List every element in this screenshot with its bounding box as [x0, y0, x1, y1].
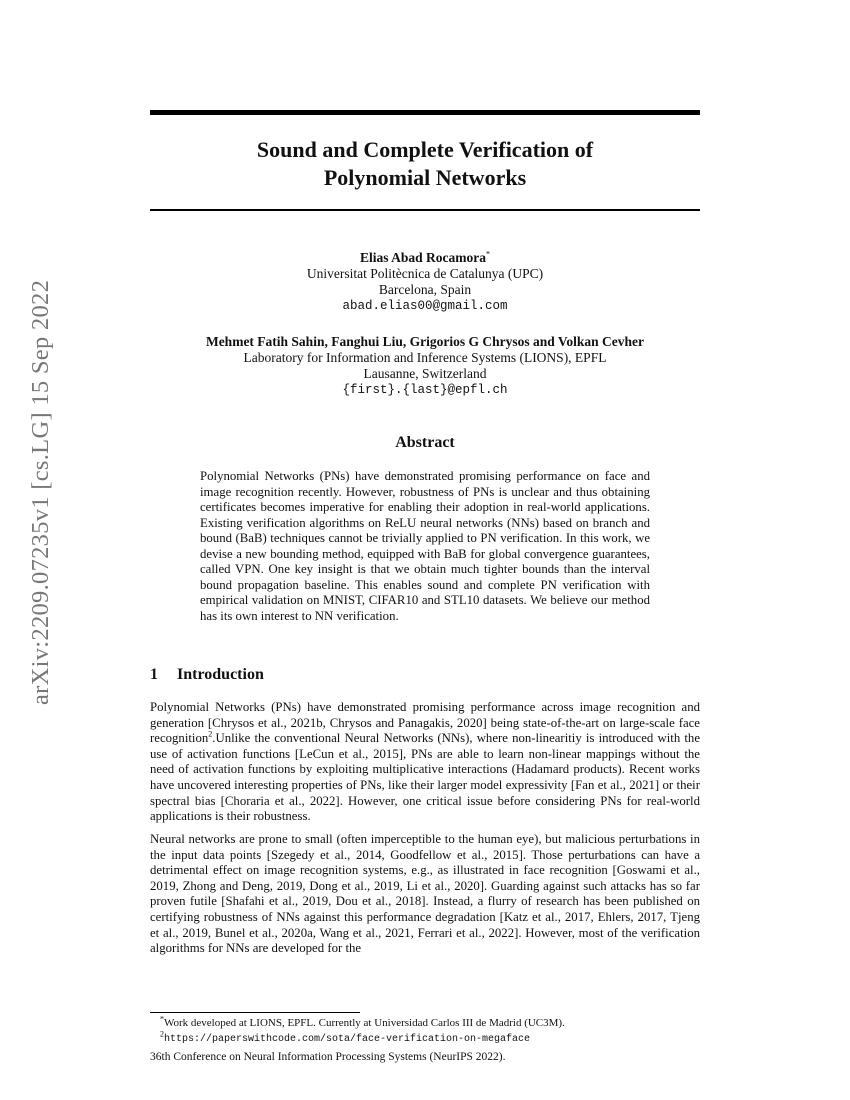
- footnote-link[interactable]: https://paperswithcode.com/sota/face-verification-on-megaface: [164, 1034, 531, 1045]
- intro-paragraph-2: Neural networks are prone to small (often imperceptible to the human eye), but malicious perturbations in the input data points [Szegedy et al., 2014, Goodfellow et al., 2015]. Those perturbations can have a detrimental effect on image recognition systems, e.g., as illustrated in face recognition [Goswami et al., 2019, Zhong and Deng, 2019, Dong et al., 2019, Li et al., 2020]. Guarding against such attacks has so far proven futile [Shafahi et al., 2019, Dou et al., 2018]. Instead, a flurry of research has been published on certifying robustness of NNs against this performance degradation [Katz et al., 2017, Ehlers, 2017, Tjeng et al., 2019, Bunel et al., 2020a, Wang et al., 2021, Ferrari et al., 2022]. However, most of the verification algorithms for NNs are developed for the: [150, 832, 700, 956]
- abstract-text: Polynomial Networks (PNs) have demonstrated promising performance on face and image recognition recently. However, robustness of PNs is unclear and thus obtaining certificates becomes imperative for enabling their adoption in real-world applications. Existing verification algorithms on ReLU neural networks (NNs) based on branch and bound (BaB) techniques cannot be trivially applied to PN verification. In this work, we devise a new bounding method, equipped with BaB for global convergence guarantees, called VPN. One key insight is that we obtain much tighter bounds than the interval bound propagation baseline. This enables sound and complete PN verification with empirical validation on MNIST, CIFAR10 and STL10 datasets. We believe our method has its own interest to NN verification.: [200, 469, 650, 623]
- title-line-2: Polynomial Networks: [323, 165, 527, 190]
- author-location: Lausanne, Switzerland: [363, 366, 487, 381]
- paper-title: [150, 136, 700, 192]
- author-affiliation: Universitat Politècnica de Catalunya (UPC): [306, 266, 544, 281]
- author-email: abad.elias00@gmail.com: [342, 299, 508, 313]
- footnote-marker: 2: [160, 1029, 164, 1039]
- title-top-rule: [150, 110, 700, 115]
- title-line-1: Sound and Complete Verification of: [256, 137, 594, 162]
- intro-paragraph-1: [150, 700, 700, 825]
- author-names: Mehmet Fatih Sahin, Fanghui Liu, Grigorios G Chrysos and Volkan Cevher: [205, 334, 645, 349]
- paragraph-text: Polynomial Networks (PNs) have demonstrated promising performance across image recognition and generation [Chrysos et al., 2021b, Chrysos and Panagakis, 2020] being state-of-the-art on large-scale face recognition: [150, 700, 700, 746]
- conference-footer: 36th Conference on Neural Information Processing Systems (NeurIPS 2022).: [150, 1051, 506, 1063]
- author-block-1: [150, 250, 700, 314]
- author-email: {first}.{last}@epfl.ch: [342, 383, 508, 397]
- footnote-marker: *: [160, 1014, 164, 1024]
- footnote-ref: 2: [208, 729, 213, 739]
- section-title: Introduction: [177, 666, 264, 683]
- author-name: Elias Abad Rocamora: [359, 250, 486, 265]
- footnote-text: Work developed at LIONS, EPFL. Currently at Universidad Carlos III de Madrid (UC3M).: [164, 1017, 565, 1029]
- arxiv-stamp: arXiv:2209.07235v1 [cs.LG] 15 Sep 2022: [27, 279, 54, 705]
- footnotes: [160, 1016, 700, 1047]
- section-number: 1: [150, 666, 158, 683]
- author-block-2: [150, 334, 700, 398]
- author-location: Barcelona, Spain: [378, 282, 472, 297]
- footnote-rule: [150, 1012, 360, 1013]
- author-footnote-marker: *: [486, 249, 490, 259]
- paragraph-text: .Unlike the conventional Neural Networks (NNs), where non-linearitiy is introduced with the use of activation functions [LeCun et al., 2015], PNs are able to learn non-linear mappings without the need of activation functions by exploiting multiplicative interactions (Hadamard products). Recent works have uncovered interesting properties of PNs, like their larger model expressivity [Fan et al., 2021] or their spectral bias [Choraria et al., 2022]. However, one critical issue before considering PNs for real-world applications is their robustness.: [150, 731, 700, 824]
- author-affiliation: Laboratory for Information and Inference Systems (LIONS), EPFL: [243, 350, 607, 365]
- abstract-heading: Abstract: [395, 434, 455, 451]
- title-bottom-rule: [150, 209, 700, 211]
- section-heading: [150, 666, 264, 684]
